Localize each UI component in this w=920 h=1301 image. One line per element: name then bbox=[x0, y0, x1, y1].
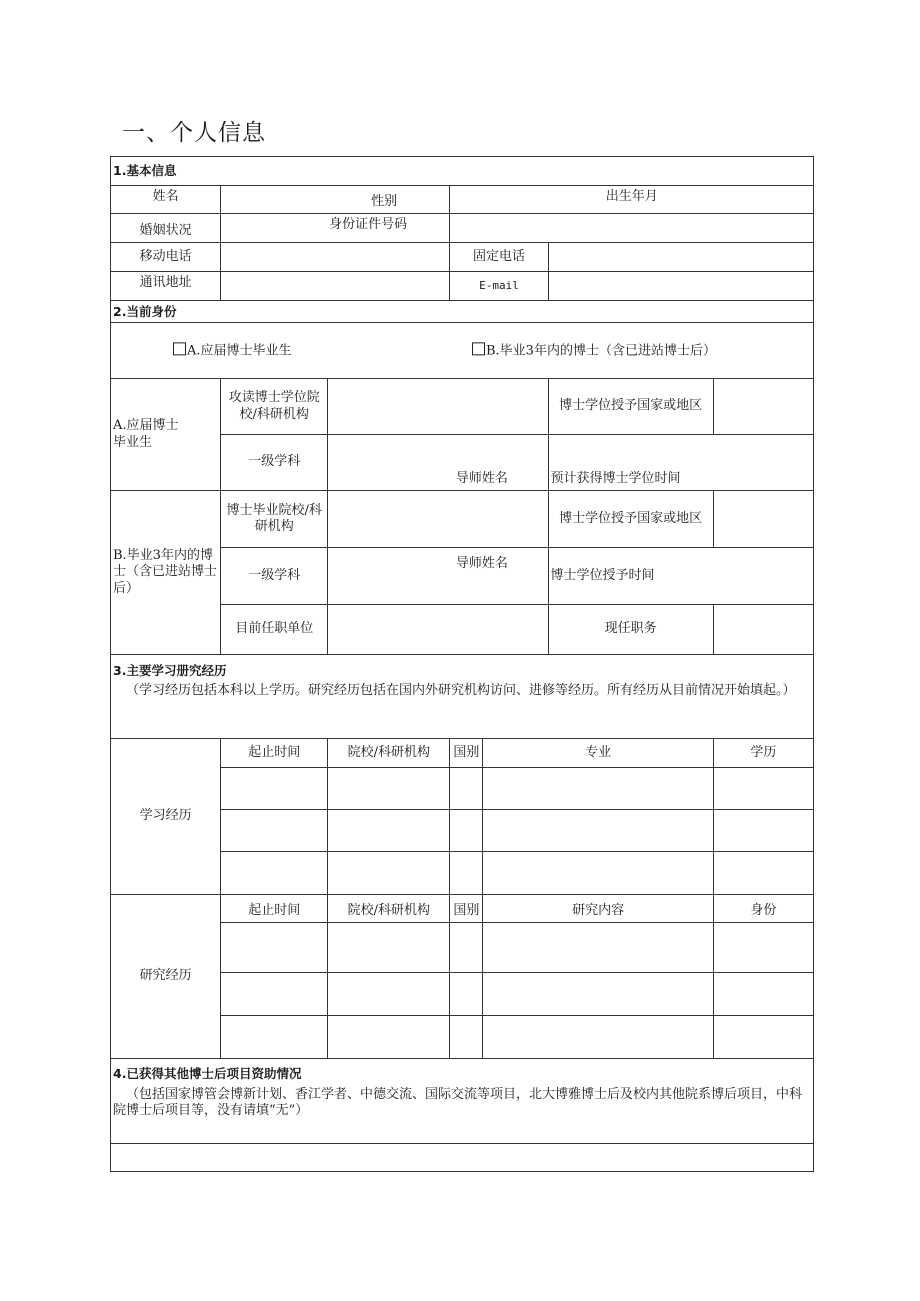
research-cell[interactable] bbox=[450, 1016, 483, 1059]
label-b-advisor: 导师姓名 bbox=[455, 556, 508, 571]
label-b-school: 博士毕业院校/科研机构 bbox=[221, 491, 328, 548]
field-funding[interactable] bbox=[111, 1144, 814, 1172]
label-status-b-text: B.毕业3年内的博士（含已进站博士后） bbox=[113, 548, 218, 596]
research-cell[interactable] bbox=[713, 923, 813, 973]
research-cell[interactable] bbox=[483, 973, 713, 1016]
label-status-b bbox=[111, 491, 221, 655]
study-cell[interactable] bbox=[713, 768, 813, 810]
field-id-number[interactable] bbox=[450, 214, 814, 243]
study-header-time: 起止时间 bbox=[221, 739, 328, 768]
status-option-b-label: B.毕业3年内的博士（含已进站博士后） bbox=[486, 342, 716, 358]
label-b-country: 博士学位授予国家或地区 bbox=[548, 491, 713, 548]
study-cell[interactable] bbox=[221, 768, 328, 810]
research-cell[interactable] bbox=[713, 973, 813, 1016]
status-option-b[interactable] bbox=[472, 342, 716, 359]
label-status-a bbox=[111, 379, 221, 491]
study-cell[interactable] bbox=[713, 810, 813, 852]
section-funding: 4.已获得其他博士后项目资助情况 bbox=[113, 1066, 302, 1081]
application-form bbox=[110, 156, 814, 1172]
checkbox-a[interactable] bbox=[173, 342, 186, 355]
label-a-advisor-cell bbox=[328, 435, 548, 491]
field-landline[interactable] bbox=[548, 243, 813, 272]
label-study-experience: 学习经历 bbox=[111, 739, 221, 895]
research-cell[interactable] bbox=[450, 973, 483, 1016]
research-cell[interactable] bbox=[221, 923, 328, 973]
study-cell[interactable] bbox=[450, 852, 483, 895]
study-cell[interactable] bbox=[221, 852, 328, 895]
field-mobile[interactable] bbox=[221, 243, 450, 272]
research-header-content: 研究内容 bbox=[483, 895, 713, 923]
study-cell[interactable] bbox=[328, 852, 450, 895]
label-status-a-text: A.应届博士毕业生 bbox=[113, 418, 179, 450]
page-title: 一、个人信息 bbox=[122, 120, 266, 146]
study-cell[interactable] bbox=[713, 852, 813, 895]
label-email: E-mail bbox=[450, 272, 548, 301]
study-header-major: 专业 bbox=[483, 739, 713, 768]
study-cell[interactable] bbox=[450, 768, 483, 810]
funding-note: （包括国家博管会博新计划、香江学者、中德交流、国际交流等项目，北大博雅博士后及校内其他院系博后项目，中科院博士后项目等，没有请填“无”） bbox=[113, 1087, 803, 1119]
label-marital: 婚姻状况 bbox=[111, 214, 221, 243]
label-id-number-cell bbox=[221, 214, 450, 243]
field-b-school[interactable] bbox=[328, 491, 548, 548]
label-landline: 固定电话 bbox=[450, 243, 548, 272]
research-cell[interactable] bbox=[450, 923, 483, 973]
label-mobile: 移动电话 bbox=[111, 243, 221, 272]
research-cell[interactable] bbox=[328, 1016, 450, 1059]
research-cell[interactable] bbox=[328, 973, 450, 1016]
field-b-position[interactable] bbox=[713, 605, 813, 655]
label-a-expected-time: 预计获得博士学位时间 bbox=[550, 470, 681, 486]
study-header-country: 国别 bbox=[450, 739, 483, 768]
funding-section-cell bbox=[111, 1059, 814, 1144]
study-header-degree: 学历 bbox=[713, 739, 813, 768]
research-cell[interactable] bbox=[483, 1016, 713, 1059]
study-cell[interactable] bbox=[483, 852, 713, 895]
research-cell[interactable] bbox=[221, 973, 328, 1016]
experience-section-cell bbox=[111, 655, 814, 739]
research-header-time: 起止时间 bbox=[221, 895, 328, 923]
experience-note: （学习经历包括本科以上学历。研究经历包括在国内外研究机构访问、进修等经历。所有经历从目前情况开始填起。） bbox=[126, 683, 796, 698]
label-a-discipline: 一级学科 bbox=[221, 435, 328, 491]
section-current-status: 2.当前身份 bbox=[111, 301, 814, 323]
section-basic-info: 1.基本信息 bbox=[111, 157, 814, 186]
label-b-grant-time-cell bbox=[548, 548, 813, 605]
label-gender-cell bbox=[221, 186, 450, 214]
research-cell[interactable] bbox=[713, 1016, 813, 1059]
field-a-school[interactable] bbox=[328, 379, 548, 435]
label-research-experience: 研究经历 bbox=[111, 895, 221, 1059]
field-a-country[interactable] bbox=[713, 379, 813, 435]
study-cell[interactable] bbox=[483, 768, 713, 810]
label-address: 通讯地址 bbox=[111, 272, 221, 301]
label-gender: 性别 bbox=[371, 193, 398, 209]
label-a-expected-time-cell bbox=[548, 435, 813, 491]
field-email[interactable] bbox=[548, 272, 813, 301]
study-cell[interactable] bbox=[328, 810, 450, 852]
field-b-employer[interactable] bbox=[328, 605, 548, 655]
section-experience: 3.主要学习册究经历 bbox=[113, 663, 227, 678]
checkbox-b[interactable] bbox=[472, 342, 485, 355]
label-b-employer: 目前任职单位 bbox=[221, 605, 328, 655]
research-cell[interactable] bbox=[483, 923, 713, 973]
label-id-number: 身份证件号码 bbox=[329, 217, 408, 232]
label-b-advisor-cell bbox=[328, 548, 548, 605]
status-options bbox=[111, 323, 814, 379]
study-cell[interactable] bbox=[483, 810, 713, 852]
label-b-grant-time: 博士学位授予时间 bbox=[550, 567, 655, 583]
label-b-position: 现任职务 bbox=[548, 605, 713, 655]
label-birth: 出生年月 bbox=[450, 186, 814, 214]
study-cell[interactable] bbox=[328, 768, 450, 810]
label-b-discipline: 一级学科 bbox=[221, 548, 328, 605]
research-cell[interactable] bbox=[221, 1016, 328, 1059]
field-address[interactable] bbox=[221, 272, 450, 301]
study-cell[interactable] bbox=[450, 810, 483, 852]
status-option-a[interactable] bbox=[173, 342, 292, 359]
status-option-a-label: A.应届博士毕业生 bbox=[187, 342, 292, 358]
study-cell[interactable] bbox=[221, 810, 328, 852]
label-name: 姓名 bbox=[111, 186, 221, 214]
label-a-advisor: 导师姓名 bbox=[455, 470, 508, 486]
label-a-school: 攻读博士学位院校/科研机构 bbox=[221, 379, 328, 435]
research-header-role: 身份 bbox=[713, 895, 813, 923]
field-b-country[interactable] bbox=[713, 491, 813, 548]
research-cell[interactable] bbox=[328, 923, 450, 973]
research-header-school: 院校/科研机构 bbox=[328, 895, 450, 923]
label-a-country: 博士学位授予国家或地区 bbox=[548, 379, 713, 435]
study-header-school: 院校/科研机构 bbox=[328, 739, 450, 768]
research-header-country: 国别 bbox=[450, 895, 483, 923]
